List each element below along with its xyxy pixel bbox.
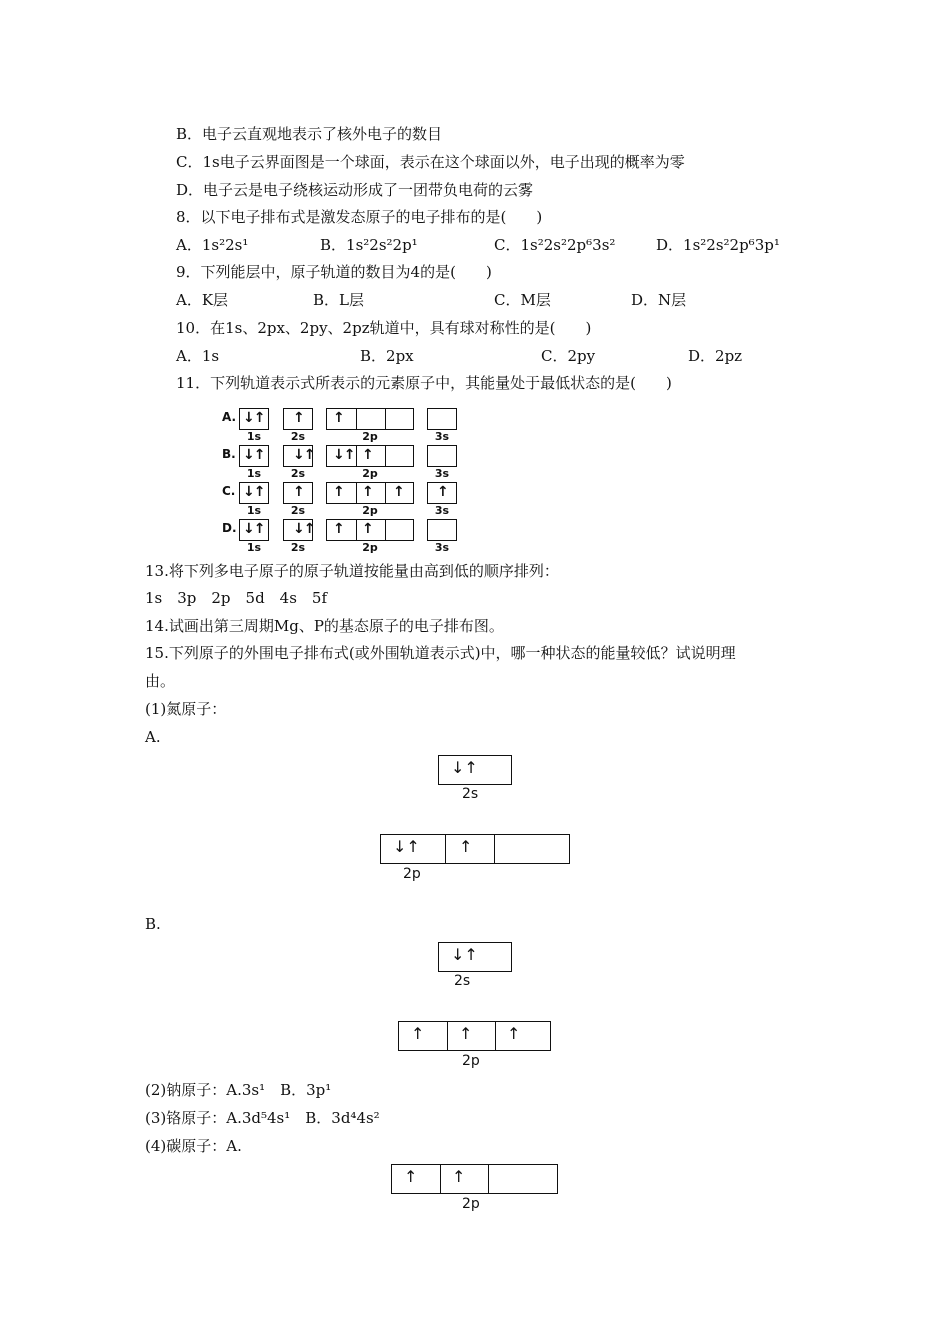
q15a-2p-box [380, 834, 570, 864]
orbital-cell-divider [356, 483, 357, 503]
electron-arrows: ↑ [437, 484, 448, 500]
orbital-cell-divider [356, 409, 357, 429]
electron-arrows: ↓↑ [333, 447, 355, 463]
orbital-label: 2s [290, 430, 306, 443]
q15-option-a-label: A. [145, 728, 161, 746]
orbital-1s-box [239, 445, 269, 467]
orbital-cell-divider [385, 483, 386, 503]
q7-option-c: C．1s电子云界面图是一个球面，表示在这个球面以外，电子出现的概率为零 [176, 153, 685, 171]
orbital-2s-box [283, 519, 313, 541]
orbital-cell-divider [488, 1165, 489, 1193]
q15b-2s-box [438, 942, 512, 972]
orbital-2s-box [283, 445, 313, 467]
orbital-cell-divider [356, 520, 357, 540]
orbital-label: 1s [246, 430, 262, 443]
q14-stem: 14.试画出第三周期Mg、P的基态原子的电子排布图。 [145, 617, 504, 635]
q9-option-d: D．N层 [631, 291, 687, 309]
q8-option-a: A．1s²2s¹ [176, 236, 249, 254]
q10-stem: 10．在1s、2px、2py、2pz轨道中，具有球对称性的是( ) [176, 319, 592, 337]
electron-arrows: ↑ [459, 1024, 473, 1043]
q8-stem: 8．以下电子排布式是激发态原子的电子排布的是( ) [176, 208, 543, 226]
q15-sub3: (3)铬原子：A.3d⁵4s¹ B．3d⁴4s² [145, 1109, 380, 1127]
orbital-label: 2p [362, 504, 378, 517]
orbital-3s-box [427, 408, 457, 430]
q15-option-b-label: B. [145, 915, 161, 933]
q10-option-a: A．1s [176, 347, 220, 365]
q15-sub2: (2)钠原子：A.3s¹ B．3p¹ [145, 1081, 332, 1099]
orbital-cell-divider [385, 446, 386, 466]
electron-pair-arrows: ↓↑ [451, 945, 478, 964]
orbital-2p-box [326, 445, 414, 467]
orbital-label: 2p [362, 430, 378, 443]
orbital-cell-divider [447, 1022, 448, 1050]
q15b-2p-label: 2p [462, 1053, 480, 1069]
electron-arrows: ↑ [333, 521, 344, 537]
q8-option-b: B．1s²2s²2p¹ [320, 236, 418, 254]
orbital-label: 1s [246, 467, 262, 480]
q15b-2s-label: 2s [454, 973, 471, 989]
orbital-label: 3s [434, 541, 450, 554]
orbital-label: 2s [290, 504, 306, 517]
electron-arrows: ↑ [507, 1024, 521, 1043]
orbital-cell-divider [385, 520, 386, 540]
orbital-label: 2s [290, 541, 306, 554]
orbital-cell-divider [445, 835, 446, 863]
q8-option-d: D．1s²2s²2p⁶3p¹ [656, 236, 780, 254]
orbital-label: 2p [362, 467, 378, 480]
orbital-label: 3s [434, 504, 450, 517]
electron-arrows: ↑ [293, 410, 304, 426]
orbital-cell-divider [494, 835, 495, 863]
q9-option-a: A．K层 [176, 291, 229, 309]
orbital-label: 1s [246, 504, 262, 517]
q10-option-b: B．2px [360, 347, 414, 365]
q9-option-c: C．M层 [494, 291, 551, 309]
orbital-3s-box [427, 482, 457, 504]
electron-arrows: ↑ [333, 410, 344, 426]
q11-row-label: B. [222, 447, 236, 461]
electron-arrows: ↓↑ [243, 484, 265, 500]
q15-stem-line1: 15.下列原子的外围电子排布式(或外围轨道表示式)中，哪一种状态的能量较低？试说明理 [145, 644, 736, 662]
orbital-2s-box [283, 482, 313, 504]
orbital-cell-divider [495, 1022, 496, 1050]
q15-sub4: (4)碳原子：A. [145, 1137, 242, 1155]
electron-arrows: ↑ [459, 837, 473, 856]
q13-items: 1s 3p 2p 5d 4s 5f [145, 589, 328, 607]
q11-row-label: C. [222, 484, 236, 498]
electron-arrows: ↓↑ [243, 521, 265, 537]
q9-stem: 9．下列能层中，原子轨道的数目为4的是( ) [176, 263, 492, 281]
orbital-3s-box [427, 445, 457, 467]
orbital-label: 2p [362, 541, 378, 554]
orbital-1s-box [239, 482, 269, 504]
orbital-2p-box [326, 519, 414, 541]
q10-option-c: C．2py [541, 347, 596, 365]
q15b-2p-box [398, 1021, 551, 1051]
q11-row-label: D. [222, 521, 237, 535]
q7-option-b: B．电子云直观地表示了核外电子的数目 [176, 125, 443, 143]
orbital-2p-box [326, 482, 414, 504]
electron-arrows: ↑ [333, 484, 344, 500]
electron-arrows: ↓↑ [293, 521, 315, 537]
q15c-2p-label: 2p [462, 1196, 480, 1212]
electron-arrows: ↑ [404, 1167, 418, 1186]
orbital-3s-box [427, 519, 457, 541]
q13-stem: 13.将下列多电子原子的原子轨道按能量由高到低的顺序排列： [145, 562, 559, 580]
orbital-2s-box [283, 408, 313, 430]
electron-arrows: ↑ [393, 484, 404, 500]
q11-stem: 11．下列轨道表示式所表示的元素原子中，其能量处于最低状态的是( ) [176, 374, 672, 392]
electron-arrows: ↓↑ [243, 447, 265, 463]
electron-arrows: ↓↑ [393, 837, 420, 856]
electron-arrows: ↑ [452, 1167, 466, 1186]
electron-arrows: ↑ [362, 484, 373, 500]
q15a-2s-box [438, 755, 512, 785]
electron-arrows: ↑ [293, 484, 304, 500]
q15c-2p-box [391, 1164, 558, 1194]
orbital-1s-box [239, 408, 269, 430]
electron-arrows: ↑ [411, 1024, 425, 1043]
electron-pair-arrows: ↓↑ [451, 758, 478, 777]
q15-sub1: (1)氮原子： [145, 700, 227, 718]
orbital-label: 2s [290, 467, 306, 480]
orbital-cell-divider [356, 446, 357, 466]
electron-arrows: ↑ [362, 521, 373, 537]
electron-arrows: ↑ [362, 447, 373, 463]
orbital-label: 1s [246, 541, 262, 554]
q15a-2p-label: 2p [403, 866, 421, 882]
q7-option-d: D．电子云是电子绕核运动形成了一团带负电荷的云雾 [176, 181, 534, 199]
orbital-label: 3s [434, 467, 450, 480]
q9-option-b: B．L层 [313, 291, 364, 309]
orbital-cell-divider [440, 1165, 441, 1193]
electron-arrows: ↓↑ [293, 447, 315, 463]
q15-stem-line2: 由。 [145, 672, 176, 690]
orbital-1s-box [239, 519, 269, 541]
q15a-2s-label: 2s [462, 786, 479, 802]
q11-row-label: A. [222, 410, 237, 424]
orbital-2p-box [326, 408, 414, 430]
orbital-label: 3s [434, 430, 450, 443]
q10-option-d: D．2pz [688, 347, 743, 365]
orbital-cell-divider [385, 409, 386, 429]
q8-option-c: C．1s²2s²2p⁶3s² [494, 236, 616, 254]
electron-arrows: ↓↑ [243, 410, 265, 426]
